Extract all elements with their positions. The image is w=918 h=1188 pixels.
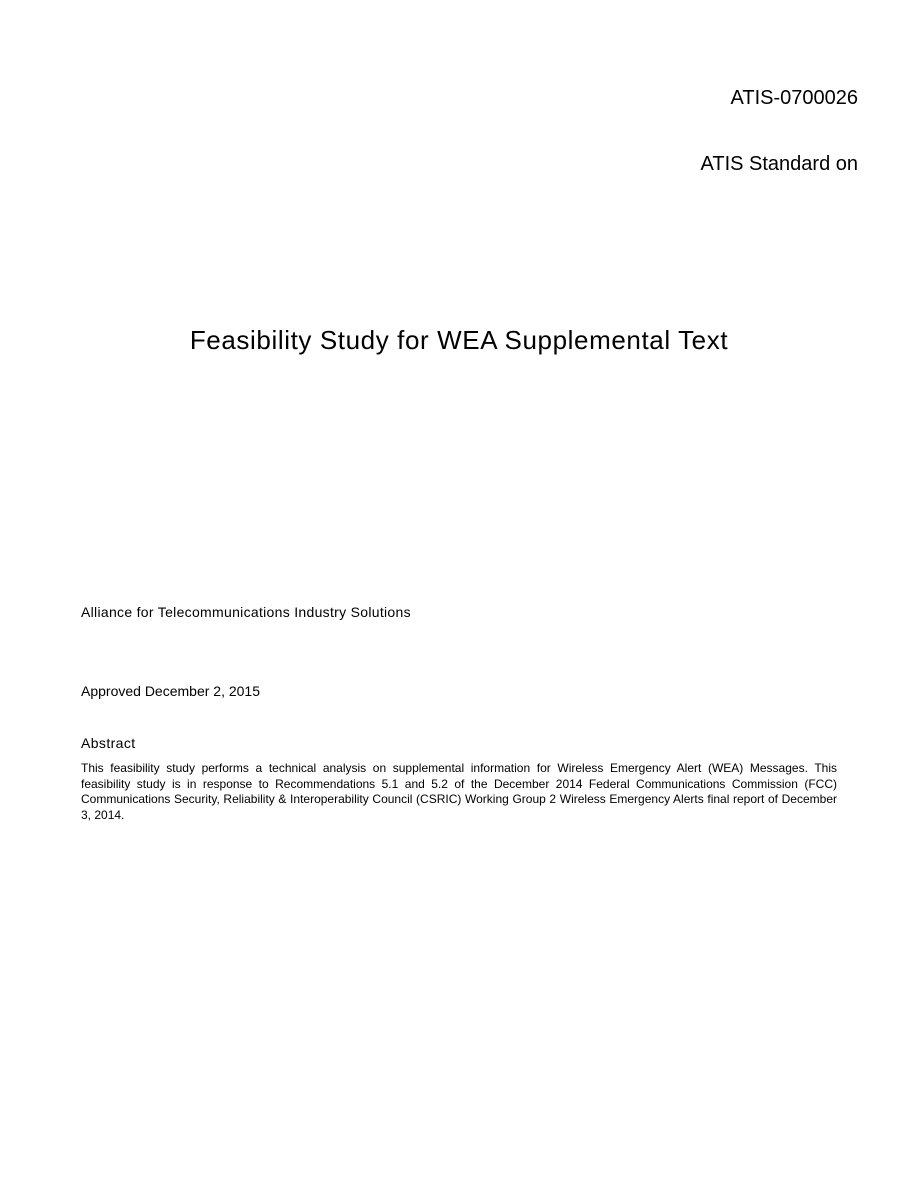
abstract-heading: Abstract — [81, 735, 136, 751]
organization-name: Alliance for Telecommunications Industry Solutions — [81, 604, 411, 620]
document-number: ATIS-0700026 — [730, 87, 858, 109]
document-type: ATIS Standard on — [700, 153, 858, 175]
abstract-body: This feasibility study performs a technical analysis on supplemental information for Wireless Emergency Alert (WEA) Messages. This feasibility study is in response to Recommendations 5.1 and 5.2 of the December 2014 Federal Communications Commission (FCC) Communications Security, Reliability & Interoperability Council (CSRIC) Working Group 2 Wireless Emergency Alerts final report of December 3, 2014. — [81, 761, 837, 822]
approval-date: Approved December 2, 2015 — [81, 683, 260, 699]
document-title: Feasibility Study for WEA Supplemental Text — [189, 325, 729, 355]
